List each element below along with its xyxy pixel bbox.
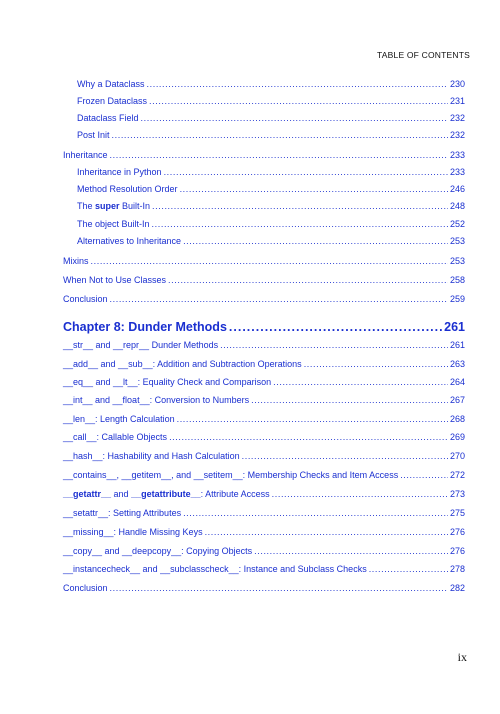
toc-entry-title: Why a Dataclass (77, 79, 145, 89)
toc-entry-page: 233 (449, 150, 465, 160)
toc-leader-dots (112, 130, 448, 140)
toc-entry-title: Post Init (77, 130, 110, 140)
toc-entry-title: __setattr__: Setting Attributes (63, 508, 182, 518)
page-header: TABLE OF CONTENTS (377, 50, 470, 60)
toc-entry-page: 232 (449, 113, 465, 123)
toc-leader-dots (205, 527, 448, 537)
toc-entry[interactable] (63, 564, 465, 574)
toc-entry-title: __contains__, __getitem__, and __setitem__: Membership Checks and Item Access (63, 470, 399, 480)
toc-leader-dots (242, 451, 448, 461)
toc-entry-title: The object Built-In (77, 219, 150, 229)
toc-entry[interactable] (77, 184, 465, 194)
toc-entry[interactable] (77, 201, 465, 211)
toc-entry[interactable] (77, 219, 465, 229)
toc-entry-page: 248 (449, 201, 465, 211)
toc-entry-page: 278 (449, 564, 465, 574)
toc-entry-title: When Not to Use Classes (63, 275, 167, 285)
toc-leader-dots (272, 489, 448, 499)
toc-entry[interactable] (63, 256, 465, 266)
toc-entry[interactable] (63, 294, 465, 304)
page-number: ix (457, 650, 467, 664)
toc-entry[interactable] (77, 167, 465, 177)
toc-entry-page: 253 (449, 236, 465, 246)
toc-entry-page: 276 (449, 527, 465, 537)
toc-entry-page: 276 (449, 546, 465, 556)
toc-entry-page: 273 (449, 489, 465, 499)
toc-entry-title: Method Resolution Order (77, 184, 178, 194)
toc-entry-page: 259 (449, 294, 465, 304)
toc-entry-page: 252 (449, 219, 465, 229)
toc-entry-page: 268 (449, 414, 465, 424)
toc-entry-title: Conclusion (63, 583, 108, 593)
toc-entry[interactable] (63, 546, 465, 556)
toc-entry[interactable] (63, 470, 465, 480)
toc-entry-title: Chapter 8: Dunder Methods (63, 320, 227, 334)
toc-entry-title: __missing__: Handle Missing Keys (63, 527, 203, 537)
toc-entry[interactable] (63, 451, 465, 461)
toc-entry-page: 270 (449, 451, 465, 461)
toc-entry-page: 261 (449, 340, 465, 350)
toc-entry-page: 267 (449, 395, 465, 405)
toc-entry[interactable] (77, 236, 465, 246)
toc-entry-page: 261 (444, 320, 465, 334)
toc-entry-page: 263 (449, 359, 465, 369)
toc-leader-dots (147, 79, 448, 89)
toc-entry-page: 233 (449, 167, 465, 177)
toc-leader-dots (91, 256, 448, 266)
toc-leader-dots (254, 546, 448, 556)
toc-entry-title: Inheritance in Python (77, 167, 162, 177)
toc-entry-title: __copy__ and __deepcopy__: Copying Objects (63, 546, 253, 556)
toc-leader-dots (168, 275, 448, 285)
toc-leader-dots (110, 583, 448, 593)
toc-entry-page: 269 (449, 432, 465, 442)
toc-entry-title: Mixins (63, 256, 89, 266)
toc-leader-dots (169, 432, 448, 442)
toc-entry[interactable] (63, 527, 465, 537)
toc-entry-title: __add__ and __sub__: Addition and Subtraction Operations (63, 359, 302, 369)
toc-leader-dots (110, 150, 448, 160)
toc-leader-dots (110, 294, 448, 304)
toc-entry-title: __hash__: Hashability and Hash Calculation (63, 451, 240, 461)
toc-entry-page: 264 (449, 377, 465, 387)
toc-entry-page: 258 (449, 275, 465, 285)
toc-entry[interactable] (63, 150, 465, 160)
toc-leader-dots (304, 359, 448, 369)
toc-entry[interactable] (63, 508, 465, 518)
toc-entry-page: 232 (449, 130, 465, 140)
toc-entry-title: Alternatives to Inheritance (77, 236, 182, 246)
toc-entry-page: 231 (449, 96, 465, 106)
toc-leader-dots (220, 340, 448, 350)
toc-leader-dots (152, 201, 448, 211)
toc-leader-dots (400, 470, 448, 480)
toc-entry[interactable] (63, 414, 465, 424)
toc-entry-title: Frozen Dataclass (77, 96, 148, 106)
toc-entry-page: 275 (449, 508, 465, 518)
toc-entry-page: 272 (449, 470, 465, 480)
toc-entry[interactable] (63, 489, 465, 499)
toc-entry-title: Inheritance (63, 150, 108, 160)
toc-entry[interactable] (63, 395, 465, 405)
toc-entry-page: 246 (449, 184, 465, 194)
toc-leader-dots (251, 395, 448, 405)
toc-entry-title: Conclusion (63, 294, 108, 304)
toc-leader-dots (229, 320, 442, 334)
toc-entry[interactable] (77, 96, 465, 106)
toc-leader-dots (183, 236, 448, 246)
toc-entry-page: 230 (449, 79, 465, 89)
toc-entry-title: __str__ and __repr__ Dunder Methods (63, 340, 219, 350)
toc-leader-dots (164, 167, 448, 177)
toc-entry-title: __len__: Length Calculation (63, 414, 175, 424)
toc-entry-title: The super Built-In (77, 201, 151, 211)
toc-entry[interactable] (63, 359, 465, 369)
toc-entry[interactable] (77, 130, 465, 140)
toc-entry[interactable] (63, 377, 465, 387)
toc-entry-title: __getattr__ and __getattribute__: Attribute Access (63, 489, 270, 499)
toc-entry[interactable] (77, 113, 465, 123)
toc-entry-title: __call__: Callable Objects (63, 432, 168, 442)
toc-chapter-entry[interactable] (63, 320, 465, 334)
toc-leader-dots (141, 113, 448, 123)
toc-entry[interactable] (63, 583, 465, 593)
toc-leader-dots (177, 414, 448, 424)
toc-entry-title: Dataclass Field (77, 113, 139, 123)
toc-entry-page: 253 (449, 256, 465, 266)
toc-entry-title: __eq__ and __lt__: Equality Check and Comparison (63, 377, 272, 387)
toc-entry[interactable] (63, 340, 465, 350)
toc-leader-dots (180, 184, 448, 194)
toc-entry[interactable] (63, 432, 465, 442)
toc-entry-title: __instancecheck__ and __subclasscheck__: Instance and Subclass Checks (63, 564, 367, 574)
toc-leader-dots (273, 377, 448, 387)
toc-leader-dots (152, 219, 448, 229)
toc-leader-dots (183, 508, 448, 518)
toc-entry[interactable] (63, 275, 465, 285)
toc-leader-dots (369, 564, 448, 574)
toc-entry[interactable] (77, 79, 465, 89)
toc-entry-page: 282 (449, 583, 465, 593)
toc-leader-dots (149, 96, 448, 106)
toc-entry-title: __int__ and __float__: Conversion to Numbers (63, 395, 250, 405)
